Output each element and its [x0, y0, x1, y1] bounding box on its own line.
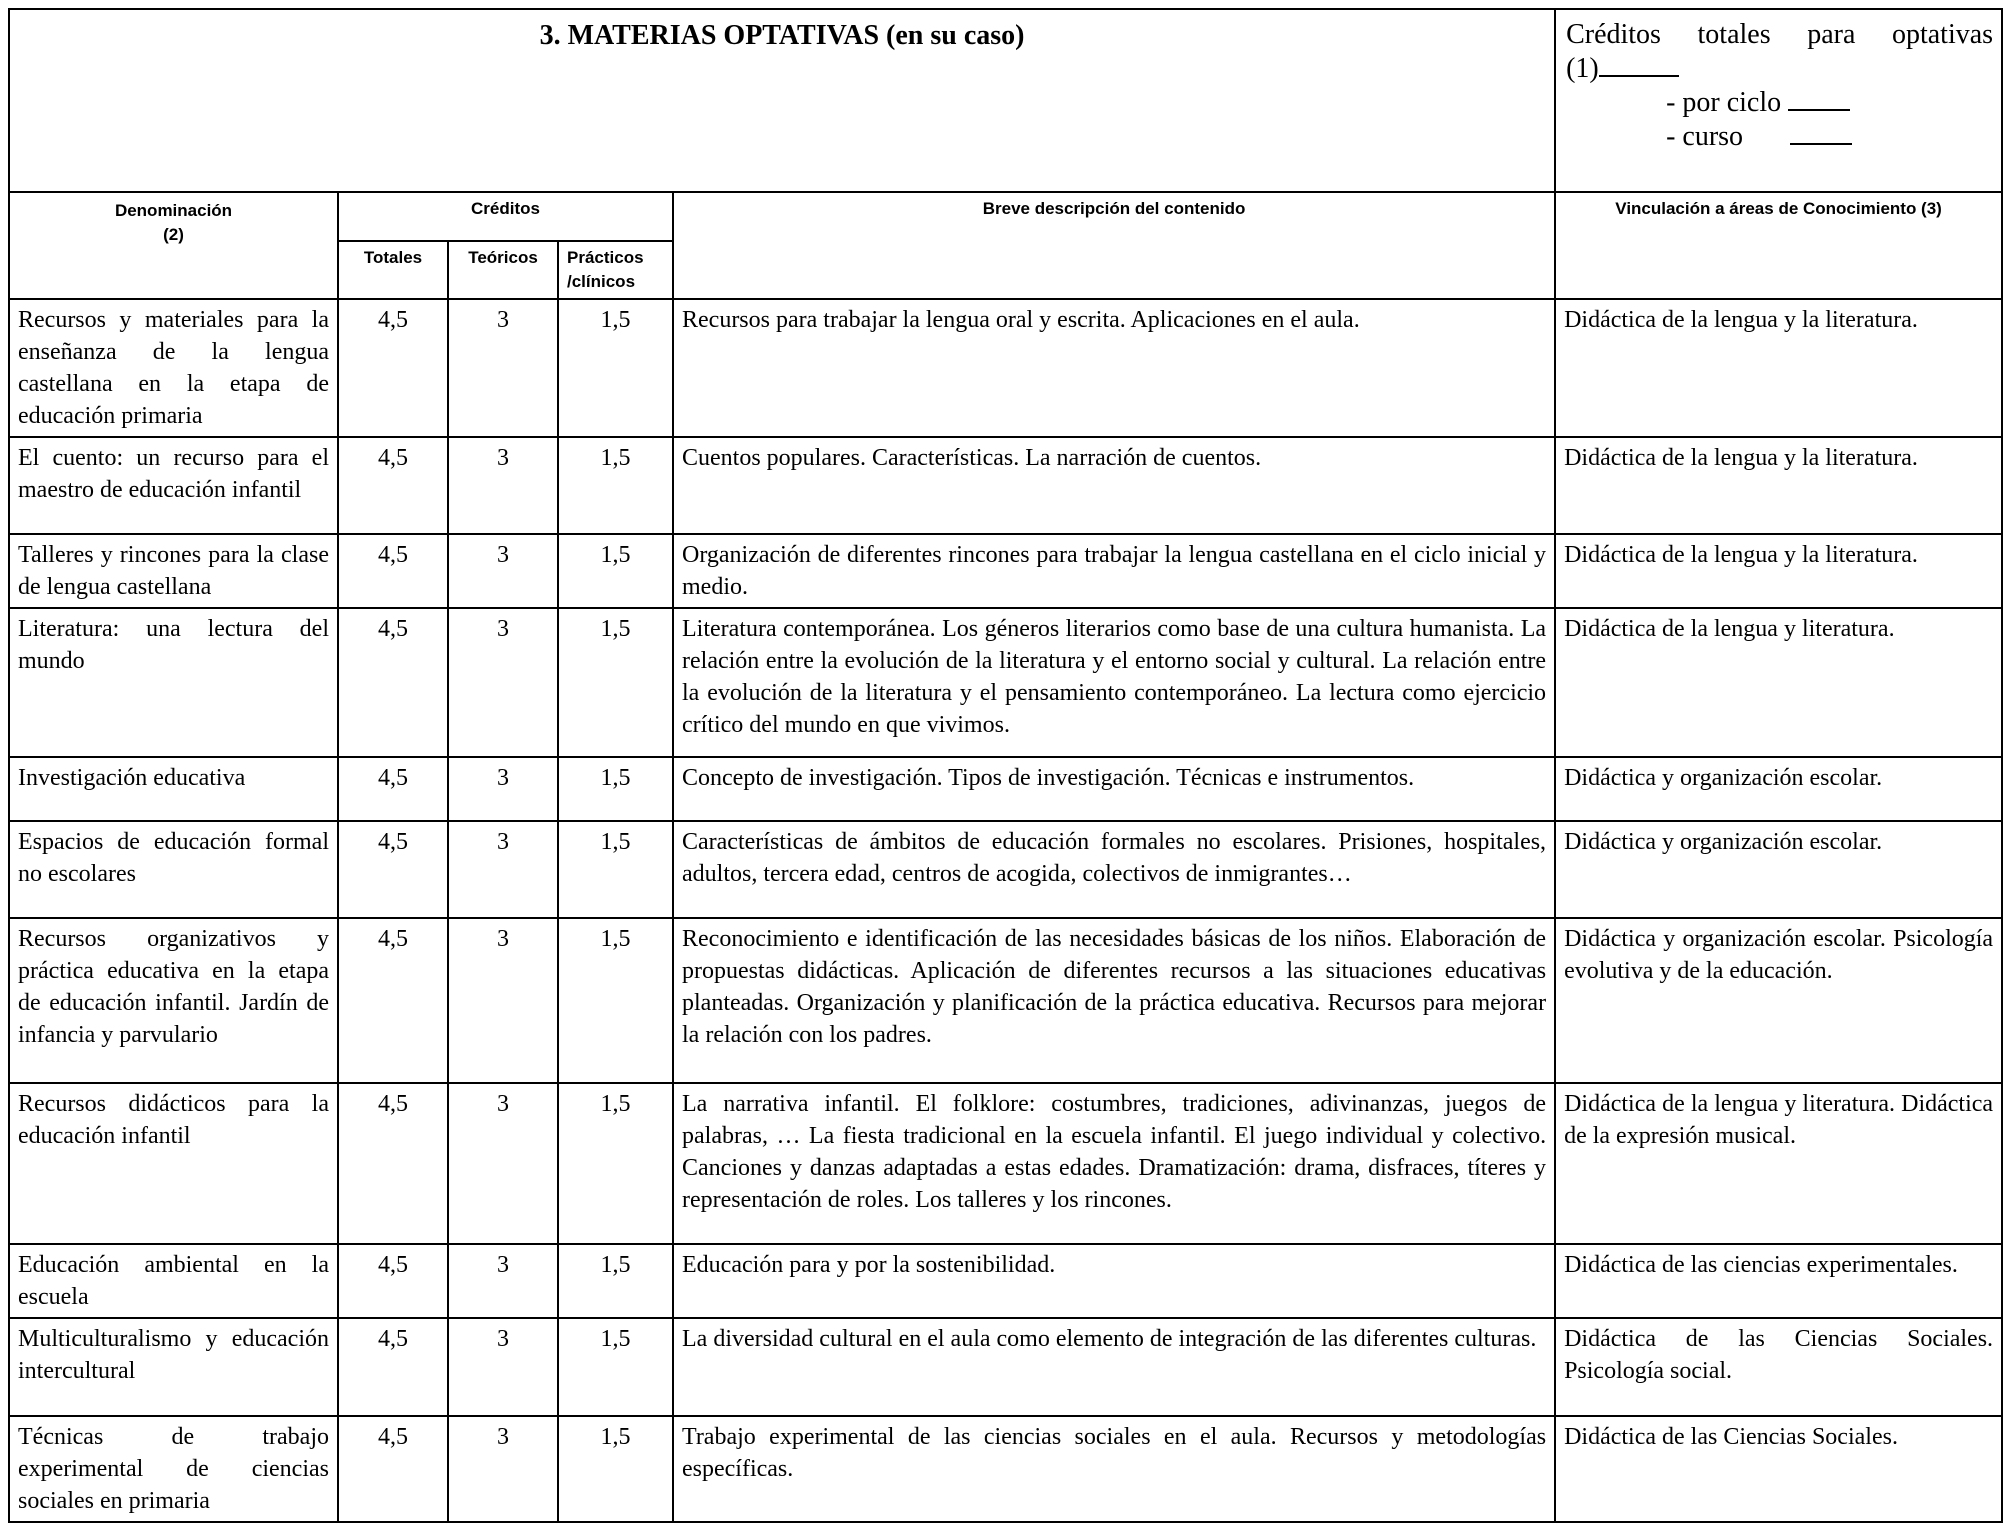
header-vinculacion: Vinculación a áreas de Conocimiento (3) — [1555, 192, 2002, 299]
credits-practicos: 1,5 — [558, 608, 673, 757]
header-totales: Totales — [338, 241, 448, 299]
knowledge-area: Didáctica de la lengua y la literatura. — [1555, 534, 2002, 608]
credits-teoricos: 3 — [448, 821, 558, 918]
course-name: Recursos didácticos para la educación infantil — [9, 1083, 338, 1244]
credits-totales: 4,5 — [338, 534, 448, 608]
knowledge-area: Didáctica de las Ciencias Sociales. Psicología social. — [1555, 1318, 2002, 1416]
credits-per-course-label: - curso — [1666, 121, 1744, 152]
credits-totales: 4,5 — [338, 1244, 448, 1318]
credits-teoricos: 3 — [448, 437, 558, 534]
title-row — [9, 9, 2002, 192]
credits-teoricos: 3 — [448, 608, 558, 757]
credits-totales: 4,5 — [338, 437, 448, 534]
course-description: Trabajo experimental de las ciencias sociales en el aula. Recursos y metodologías específicas. — [673, 1416, 1555, 1522]
table-row — [9, 1416, 2002, 1522]
header-row-1 — [9, 192, 2002, 241]
credits-totales: 4,5 — [338, 757, 448, 821]
table-row — [9, 918, 2002, 1083]
credits-totales: 4,5 — [338, 608, 448, 757]
course-name: Recursos y materiales para la enseñanza de la lengua castellana en la etapa de educación primaria — [9, 299, 338, 437]
credits-teoricos: 3 — [448, 534, 558, 608]
credits-practicos: 1,5 — [558, 918, 673, 1083]
course-description: Cuentos populares. Características. La narración de cuentos. — [673, 437, 1555, 534]
credits-teoricos: 3 — [448, 757, 558, 821]
credits-per-course-line — [1566, 120, 1993, 154]
credits-teoricos: 3 — [448, 1318, 558, 1416]
table-row — [9, 608, 2002, 757]
course-name: El cuento: un recurso para el maestro de educación infantil — [9, 437, 338, 534]
credits-practicos: 1,5 — [558, 1416, 673, 1522]
header-denominacion-note: (2) — [163, 225, 184, 244]
course-description: Educación para y por la sostenibilidad. — [673, 1244, 1555, 1318]
course-description: Organización de diferentes rincones para trabajar la lengua castellana en el ciclo inicial y medio. — [673, 534, 1555, 608]
knowledge-area: Didáctica de la lengua y la literatura. — [1555, 437, 2002, 534]
credits-total-blank — [1599, 53, 1679, 77]
section-title: 3. MATERIAS OPTATIVAS (en su caso) — [9, 9, 1555, 192]
credits-per-cycle-blank — [1788, 87, 1850, 111]
course-description: La narrativa infantil. El folklore: costumbres, tradiciones, adivinanzas, juegos de palabras, … La fiesta tradicional en la escuela infantil. El juego individual y colectivo. Canciones y danzas adaptadas a estas edades. Dramatización: drama, disfraces, títeres y representación de roles. Los talleres y los rincones. — [673, 1083, 1555, 1244]
course-name: Multiculturalismo y educación intercultural — [9, 1318, 338, 1416]
credits-practicos: 1,5 — [558, 437, 673, 534]
credits-teoricos: 3 — [448, 299, 558, 437]
credits-per-cycle-line — [1566, 86, 1993, 120]
course-name: Recursos organizativos y práctica educativa en la etapa de educación infantil. Jardín de infancia y parvulario — [9, 918, 338, 1083]
table-row — [9, 821, 2002, 918]
table-row — [9, 1083, 2002, 1244]
header-denominacion — [9, 192, 338, 299]
knowledge-area: Didáctica de las ciencias experimentales. — [1555, 1244, 2002, 1318]
credits-totales: 4,5 — [338, 918, 448, 1083]
credits-teoricos: 3 — [448, 1083, 558, 1244]
credits-totales: 4,5 — [338, 1083, 448, 1244]
credits-note-label: (1) — [1566, 53, 1599, 84]
knowledge-area: Didáctica de la lengua y la literatura. — [1555, 299, 2002, 437]
table-row — [9, 1244, 2002, 1318]
header-denominacion-label: Denominación — [114, 201, 233, 220]
header-teoricos: Teóricos — [448, 241, 558, 299]
credits-per-course-blank — [1790, 121, 1852, 145]
credits-practicos: 1,5 — [558, 821, 673, 918]
credits-practicos: 1,5 — [558, 299, 673, 437]
credits-teoricos: 3 — [448, 1416, 558, 1522]
table-body — [9, 299, 2002, 1522]
course-description: Características de ámbitos de educación formales no escolares. Prisiones, hospitales, adultos, tercera edad, centros de acogida, colectivos de inmigrantes… — [673, 821, 1555, 918]
header-creditos: Créditos — [338, 192, 673, 241]
course-description: Concepto de investigación. Tipos de investigación. Técnicas e instrumentos. — [673, 757, 1555, 821]
course-name: Literatura: una lectura del mundo — [9, 608, 338, 757]
credits-practicos: 1,5 — [558, 1083, 673, 1244]
header-descripcion: Breve descripción del contenido — [673, 192, 1555, 299]
credits-totales: 4,5 — [338, 1318, 448, 1416]
course-name: Técnicas de trabajo experimental de ciencias sociales en primaria — [9, 1416, 338, 1522]
knowledge-area: Didáctica y organización escolar. — [1555, 821, 2002, 918]
knowledge-area: Didáctica y organización escolar. Psicología evolutiva y de la educación. — [1555, 918, 2002, 1083]
document-page — [8, 8, 2001, 1523]
optativas-table — [8, 8, 2003, 1523]
course-name: Investigación educativa — [9, 757, 338, 821]
table-row — [9, 1318, 2002, 1416]
table-row — [9, 757, 2002, 821]
credits-per-cycle-label: - por ciclo — [1666, 87, 1782, 118]
table-row — [9, 534, 2002, 608]
knowledge-area: Didáctica y organización escolar. — [1555, 757, 2002, 821]
credits-practicos: 1,5 — [558, 534, 673, 608]
course-name: Espacios de educación formal no escolares — [9, 821, 338, 918]
table-row — [9, 437, 2002, 534]
course-description: La diversidad cultural en el aula como elemento de integración de las diferentes culturas. — [673, 1318, 1555, 1416]
credits-practicos: 1,5 — [558, 757, 673, 821]
credits-note-line — [1566, 52, 1993, 86]
knowledge-area: Didáctica de la lengua y literatura. Didáctica de la expresión musical. — [1555, 1083, 2002, 1244]
credits-practicos: 1,5 — [558, 1318, 673, 1416]
course-description: Recursos para trabajar la lengua oral y escrita. Aplicaciones en el aula. — [673, 299, 1555, 437]
course-description: Literatura contemporánea. Los géneros literarios como base de una cultura humanista. La relación entre la evolución de la literatura y el entorno social y cultural. La relación entre la evolución de la literatura y el pensamiento contemporáneo. La lectura como ejercicio crítico del mundo en que vivimos. — [673, 608, 1555, 757]
credits-practicos: 1,5 — [558, 1244, 673, 1318]
credits-totales: 4,5 — [338, 1416, 448, 1522]
credits-teoricos: 3 — [448, 918, 558, 1083]
table-row — [9, 299, 2002, 437]
course-description: Reconocimiento e identificación de las necesidades básicas de los niños. Elaboración de propuestas didácticas. Aplicación de diferentes recursos a las situaciones educativas planteadas. Organización y planificación de la práctica educativa. Recursos para mejorar la relación con los padres. — [673, 918, 1555, 1083]
knowledge-area: Didáctica de las Ciencias Sociales. — [1555, 1416, 2002, 1522]
credits-teoricos: 3 — [448, 1244, 558, 1318]
credits-totales: 4,5 — [338, 299, 448, 437]
knowledge-area: Didáctica de la lengua y literatura. — [1555, 608, 2002, 757]
course-name: Talleres y rincones para la clase de lengua castellana — [9, 534, 338, 608]
course-name: Educación ambiental en la escuela — [9, 1244, 338, 1318]
credits-totales: 4,5 — [338, 821, 448, 918]
total-credits-box — [1555, 9, 2002, 192]
header-practicos: Prácticos /clínicos — [558, 241, 673, 299]
credits-total-label: Créditos totales para optativas — [1566, 19, 1994, 50]
